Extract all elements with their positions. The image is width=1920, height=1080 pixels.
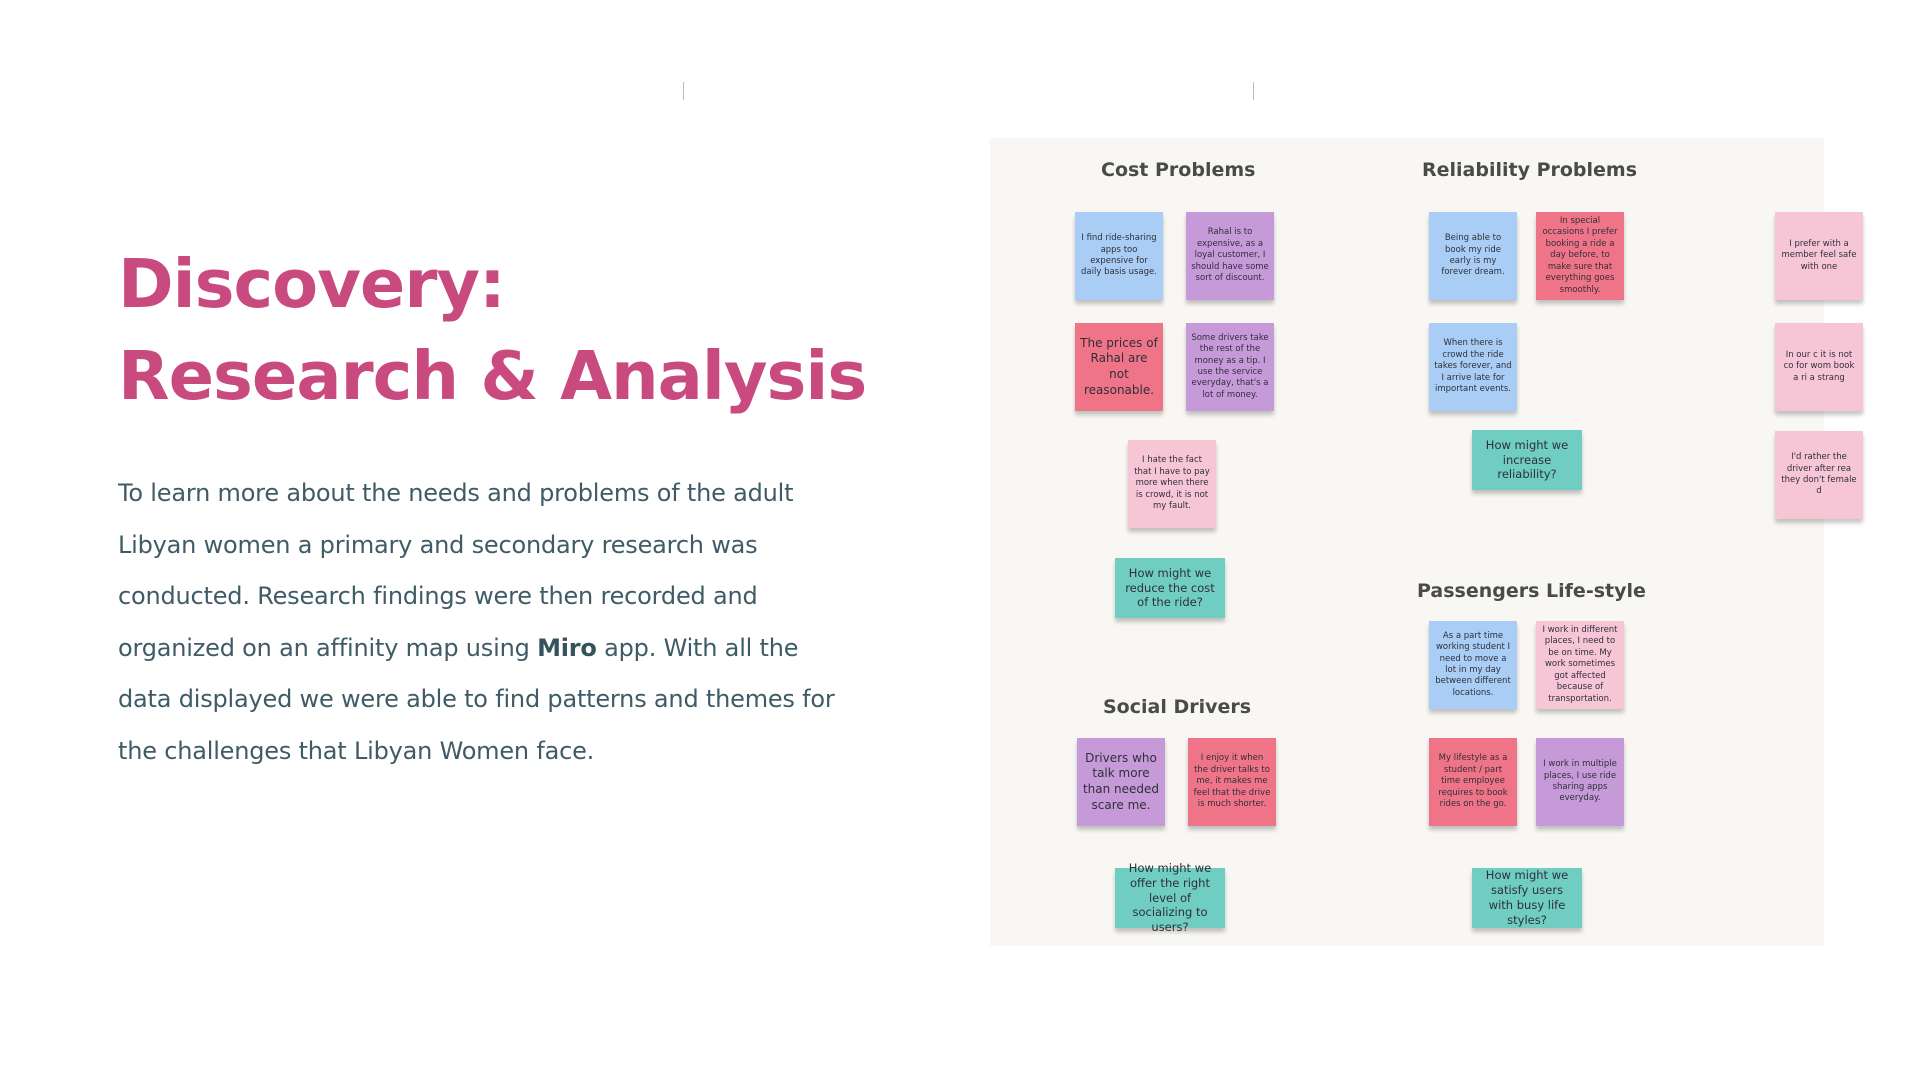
hmw-note: How might we reduce the cost of the ride? [1115,558,1225,618]
sticky-note: I work in multiple places, I use ride sharing apps everyday. [1536,738,1624,826]
description-text-start: To learn more about the needs and problems of the adult Libyan women a primary and secondary research was conducted. Research findings were then recorded and organized on an affinity map using [118,479,794,662]
sticky-note-cropped: In our c it is not co for wom book a ri a strang [1775,323,1863,411]
top-divider-left [683,82,684,100]
sticky-note: Rahal is to expensive, as a loyal customer, I should have some sort of discount. [1186,212,1274,300]
affinity-map-image [990,138,1857,946]
sticky-note: Some drivers take the rest of the money as a tip. I use the service everyday, that's a lot of money. [1186,323,1274,411]
page-title [118,238,866,422]
sticky-note: As a part time working student I need to move a lot in my day between different locations. [1429,621,1517,709]
sticky-note-cropped: I prefer with a member feel safe with one [1775,212,1863,300]
group-title-social: Social Drivers [1103,696,1252,718]
group-title-lifestyle: Passengers Life-style [1417,580,1646,602]
title-line-1: Discovery: [118,245,505,323]
hmw-note: How might we offer the right level of socializing to users? [1115,868,1225,928]
sticky-note: My lifestyle as a student / part time employee requires to book rides on the go. [1429,738,1517,826]
description-text-end: app. With all the data displayed we were able to find patterns and themes for the challenges that Libyan Women face. [118,633,835,765]
miro-app-name: Miro [537,633,597,662]
sticky-note: The prices of Rahal are not reasonable. [1075,323,1163,411]
sticky-note: In special occasions I prefer booking a ride a day before, to make sure that everything goes smoothly. [1536,212,1624,300]
sticky-note-cropped: I'd rather the driver after rea they don't female d [1775,431,1863,519]
sticky-note: I find ride-sharing apps too expensive for daily basis usage. [1075,212,1163,300]
title-line-2: Research & Analysis [118,337,867,415]
sticky-note: Being able to book my ride early is my forever dream. [1429,212,1517,300]
sticky-note: Drivers who talk more than needed scare me. [1077,738,1165,826]
sticky-note: I work in different places, I need to be on time. My work sometimes got affected because of transportation. [1536,621,1624,709]
sticky-note: When there is crowd the ride takes forever, and I arrive late for important events. [1429,323,1517,411]
hmw-note: How might we satisfy users with busy life styles? [1472,868,1582,928]
group-title-reliability: Reliability Problems [1422,159,1638,181]
sticky-note: I enjoy it when the driver talks to me, it makes me feel that the drive is much shorter. [1188,738,1276,826]
sticky-note: I hate the fact that I have to pay more when there is crowd, it is not my fault. [1128,440,1216,528]
top-divider-right [1253,82,1254,100]
group-title-cost: Cost Problems [1101,159,1256,181]
description-paragraph [118,468,858,777]
hmw-note: How might we increase reliability? [1472,430,1582,490]
